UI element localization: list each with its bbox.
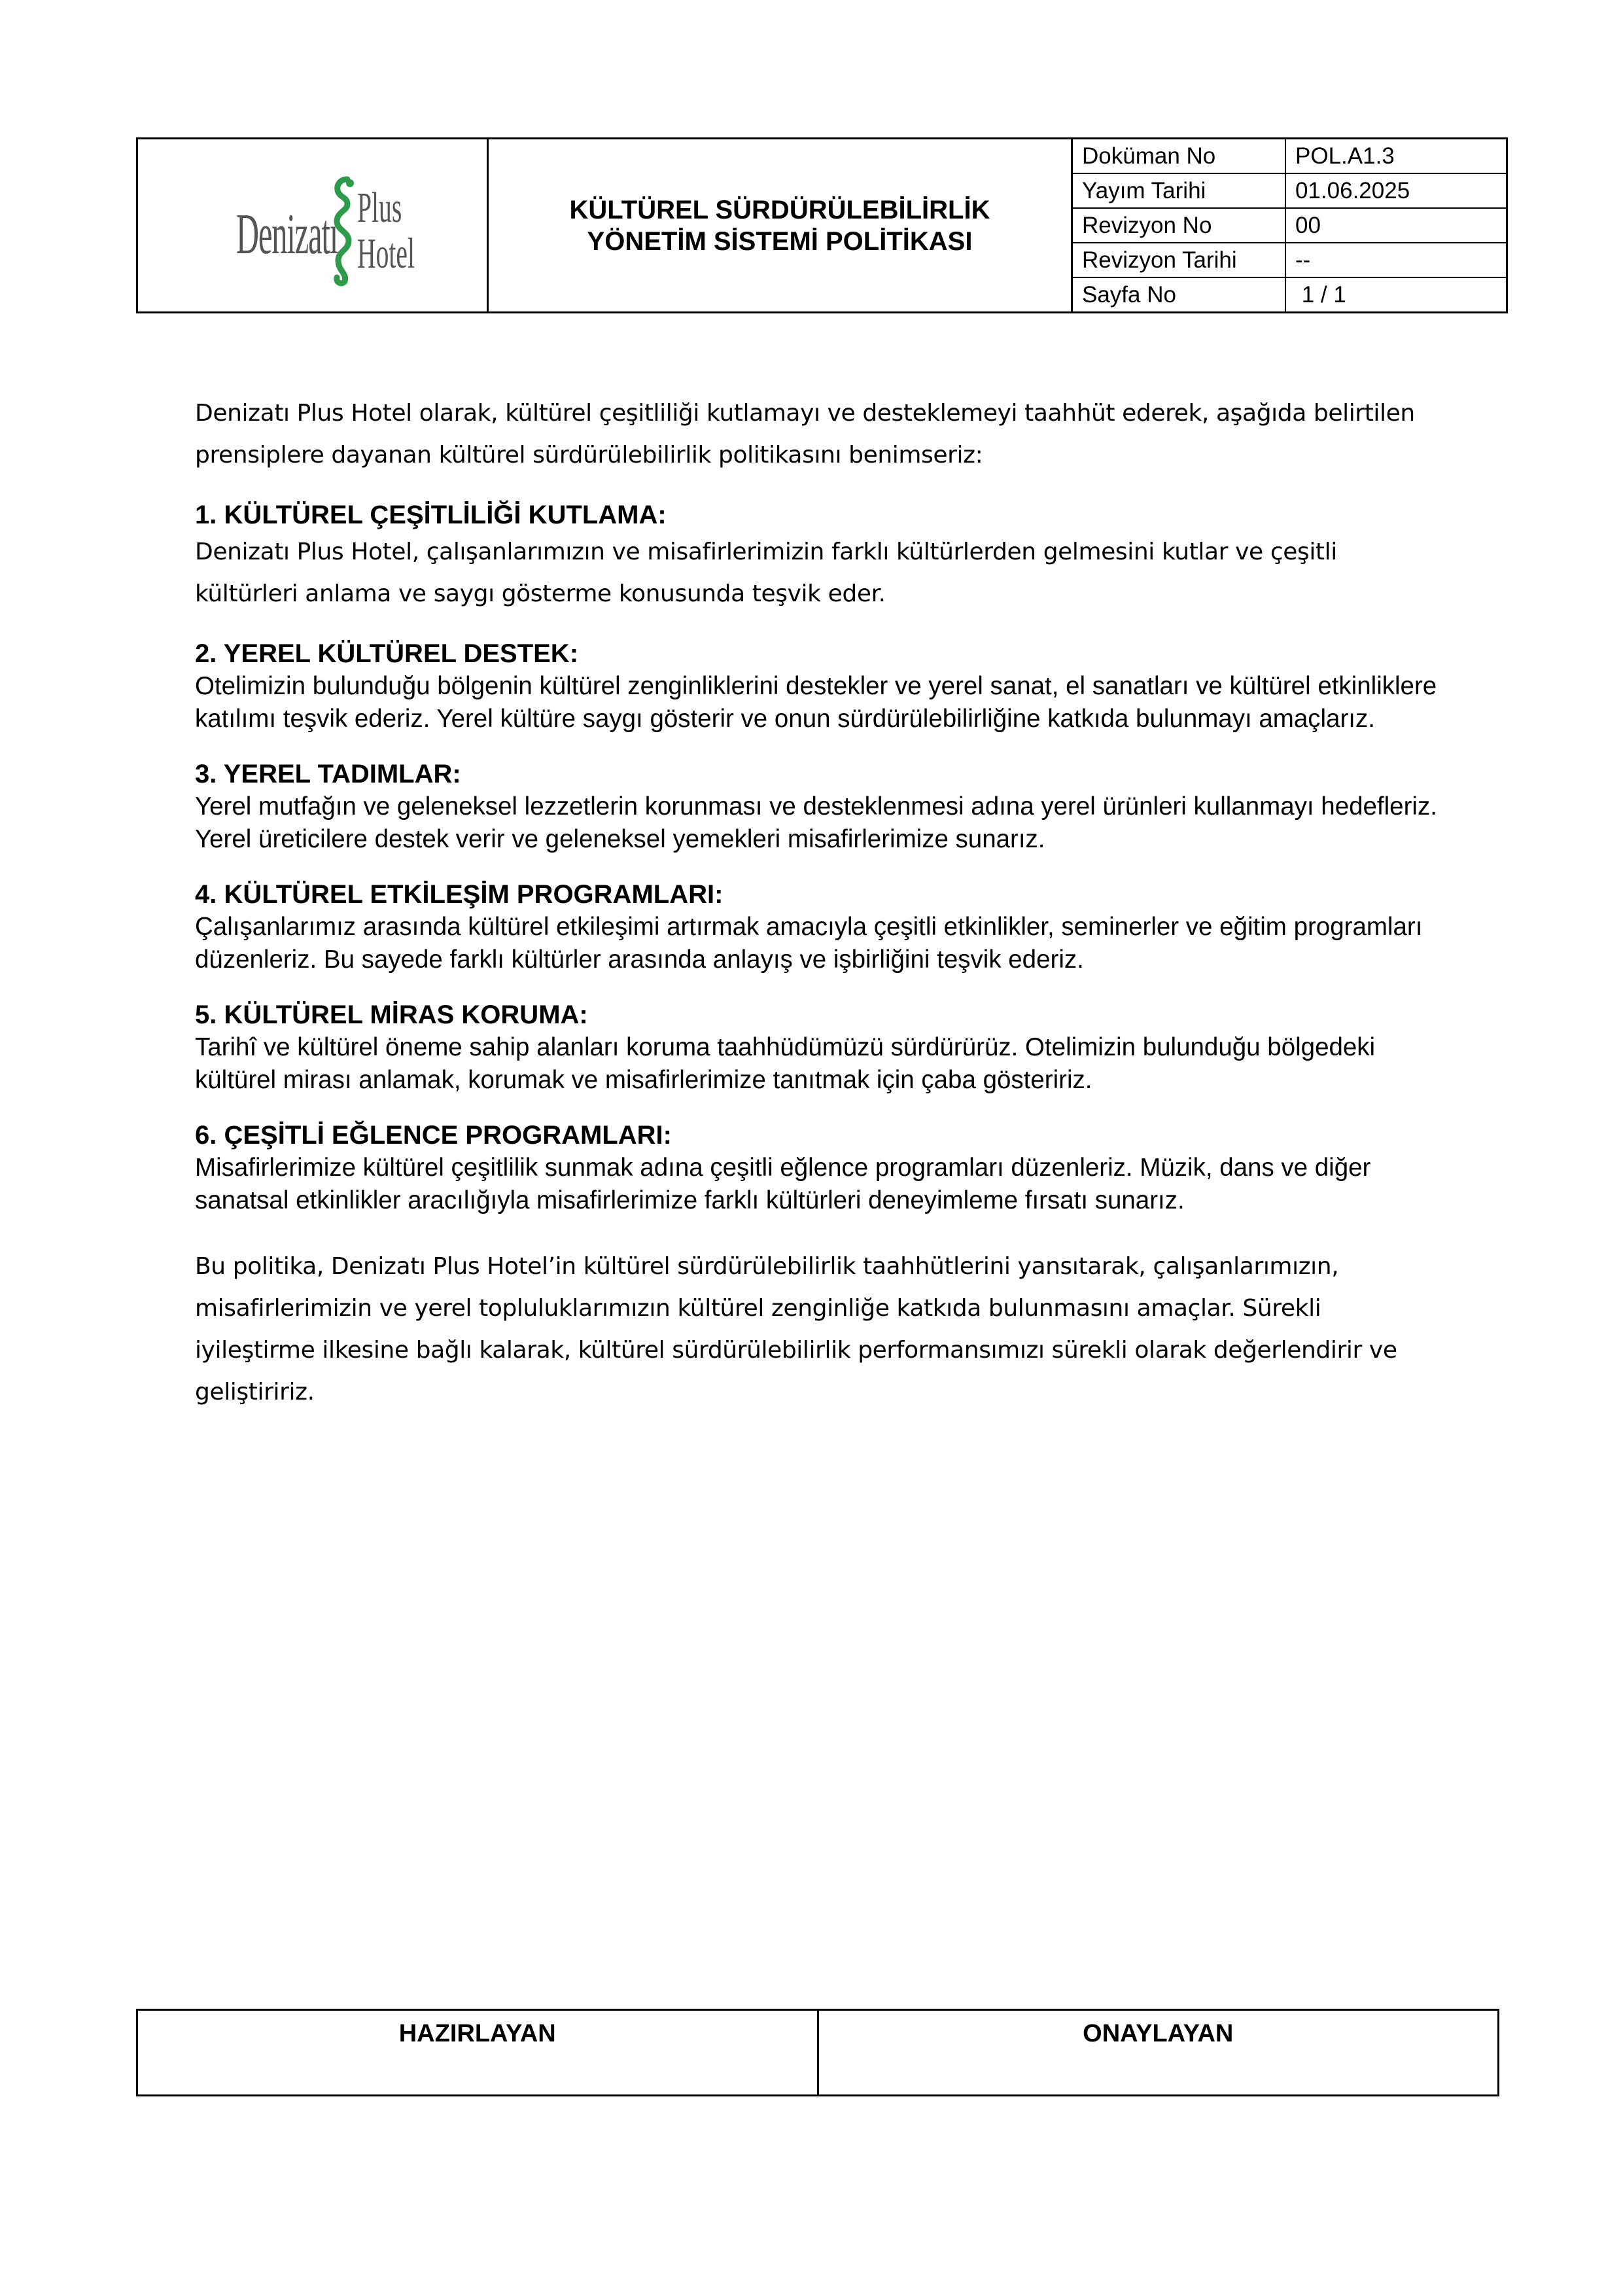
meta-value: 01.06.2025: [1285, 173, 1506, 208]
policy-section: [195, 1119, 1438, 1217]
meta-row: [1073, 277, 1506, 311]
section-heading: 3. YEREL TADIMLAR:: [195, 760, 461, 788]
signature-table: [136, 2009, 1499, 2096]
meta-value: 1 / 1: [1295, 282, 1346, 308]
meta-value: POL.A1.3: [1285, 139, 1506, 173]
section-heading: 2. YEREL KÜLTÜREL DESTEK:: [195, 639, 579, 668]
document-header: [136, 137, 1508, 313]
section-heading: 1. KÜLTÜREL ÇEŞİTLİLİĞİ KUTLAMA:: [195, 501, 667, 529]
policy-section: [195, 758, 1438, 856]
meta-row: [1073, 139, 1506, 173]
meta-label: Revizyon Tarihi: [1073, 243, 1285, 277]
meta-label: Sayfa No: [1073, 277, 1285, 311]
meta-cell: [1072, 139, 1507, 313]
policy-section: [195, 637, 1438, 735]
logo-name: Denizatı: [236, 203, 338, 266]
approved-by-cell: ONAYLAYAN: [818, 2010, 1499, 2096]
logo-hotel: Hotel: [357, 230, 415, 277]
seahorse-icon: [328, 175, 360, 287]
section-text: Denizatı Plus Hotel, çalışanlarımızın ve misafirlerimizin farklı kültürlerden gelmesini kutlar ve çeşitli kültürleri anlama ve saygı gösterme konusunda teşvik eder.: [195, 539, 1337, 607]
policy-section: [195, 499, 1438, 615]
section-text: Tarihî ve kültürel öneme sahip alanları koruma taahhüdümüzü sürdürürüz. Otelimizin bulunduğu bölgedeki kültürel mirası anlamak, korumak ve misafirlerimize tanıtmak için çaba gösteririz.: [195, 1033, 1376, 1094]
meta-row: [1073, 243, 1506, 277]
closing-paragraph: Bu politika, Denizatı Plus Hotel’in kültürel sürdürülebilirlik taahhütlerini yansıtarak, çalışanlarımızın, misafirlerimizin ve yerel topluluklarımızın kültürel zenginliğe katkıda bulunmasını amaçlar. Sürekli iyileştirme ilkesine bağlı kalarak, kültürel sürdürülebilirlik performansımızı sürekli olarak değerlendirir ve geliştiririz.: [195, 1253, 1397, 1405]
prepared-by-cell: HAZIRLAYAN: [137, 2010, 818, 2096]
meta-label: Yayım Tarihi: [1073, 173, 1285, 208]
policy-body: [195, 393, 1438, 1437]
intro-paragraph: Denizatı Plus Hotel olarak, kültürel çeşitliliği kutlamayı ve desteklemeyi taahhüt ederek, aşağıda belirtilen prensiplere dayanan kültürel sürdürülebilirlik politikasını benimseriz:: [195, 400, 1415, 468]
policy-section: [195, 998, 1438, 1097]
meta-row: [1073, 173, 1506, 208]
logo-cell: [137, 139, 488, 313]
hotel-logo: [230, 175, 415, 287]
section-heading: 5. KÜLTÜREL MİRAS KORUMA:: [195, 1000, 588, 1029]
logo-plus: Plus: [357, 184, 402, 232]
section-heading: 6. ÇEŞİTLİ EĞLENCE PROGRAMLARI:: [195, 1121, 672, 1150]
policy-section: [195, 878, 1438, 976]
document-title-line-1: KÜLTÜREL SÜRDÜRÜLEBİLİRLİK: [569, 195, 990, 224]
meta-label: Revizyon No: [1073, 208, 1285, 243]
meta-value: 00: [1285, 208, 1506, 243]
section-text: Çalışanlarımız arasında kültürel etkileşimi artırmak amacıyla çeşitli etkinlikler, seminerler ve eğitim programları düzenleriz. Bu sayede farklı kültürler arasında anlayış ve işbirliğini teşvik ederiz.: [195, 913, 1423, 974]
section-heading: 4. KÜLTÜREL ETKİLEŞİM PROGRAMLARI:: [195, 880, 724, 909]
document-meta-table: [1073, 139, 1506, 311]
document-title-line-2: YÖNETİM SİSTEMİ POLİTİKASI: [587, 226, 973, 256]
section-text: Otelimizin bulunduğu bölgenin kültürel zenginliklerini destekler ve yerel sanat, el sanatları ve kültürel etkinliklere katılımı teşvik ederiz. Yerel kültüre saygı gösterir ve onun sürdürülebilirliğine katkıda bulunmayı amaçlarız.: [195, 672, 1437, 733]
title-cell: [488, 139, 1072, 313]
meta-row: [1073, 208, 1506, 243]
section-text: Misafirlerimize kültürel çeşitlilik sunmak adına çeşitli eğlence programları düzenleriz. Müzik, dans ve diğer sanatsal etkinlikler aracılığıyla misafirlerimize farklı kültürleri deneyimleme fırsatı sunarız.: [195, 1154, 1371, 1214]
meta-label: Doküman No: [1073, 139, 1285, 173]
section-text: Yerel mutfağın ve geleneksel lezzetlerin korunması ve desteklenmesi adına yerel ürünleri kullanmayı hedefleriz. Yerel üreticilere destek verir ve geleneksel yemekleri misafirlerimize sunarız.: [195, 792, 1437, 853]
meta-value: --: [1285, 243, 1506, 277]
